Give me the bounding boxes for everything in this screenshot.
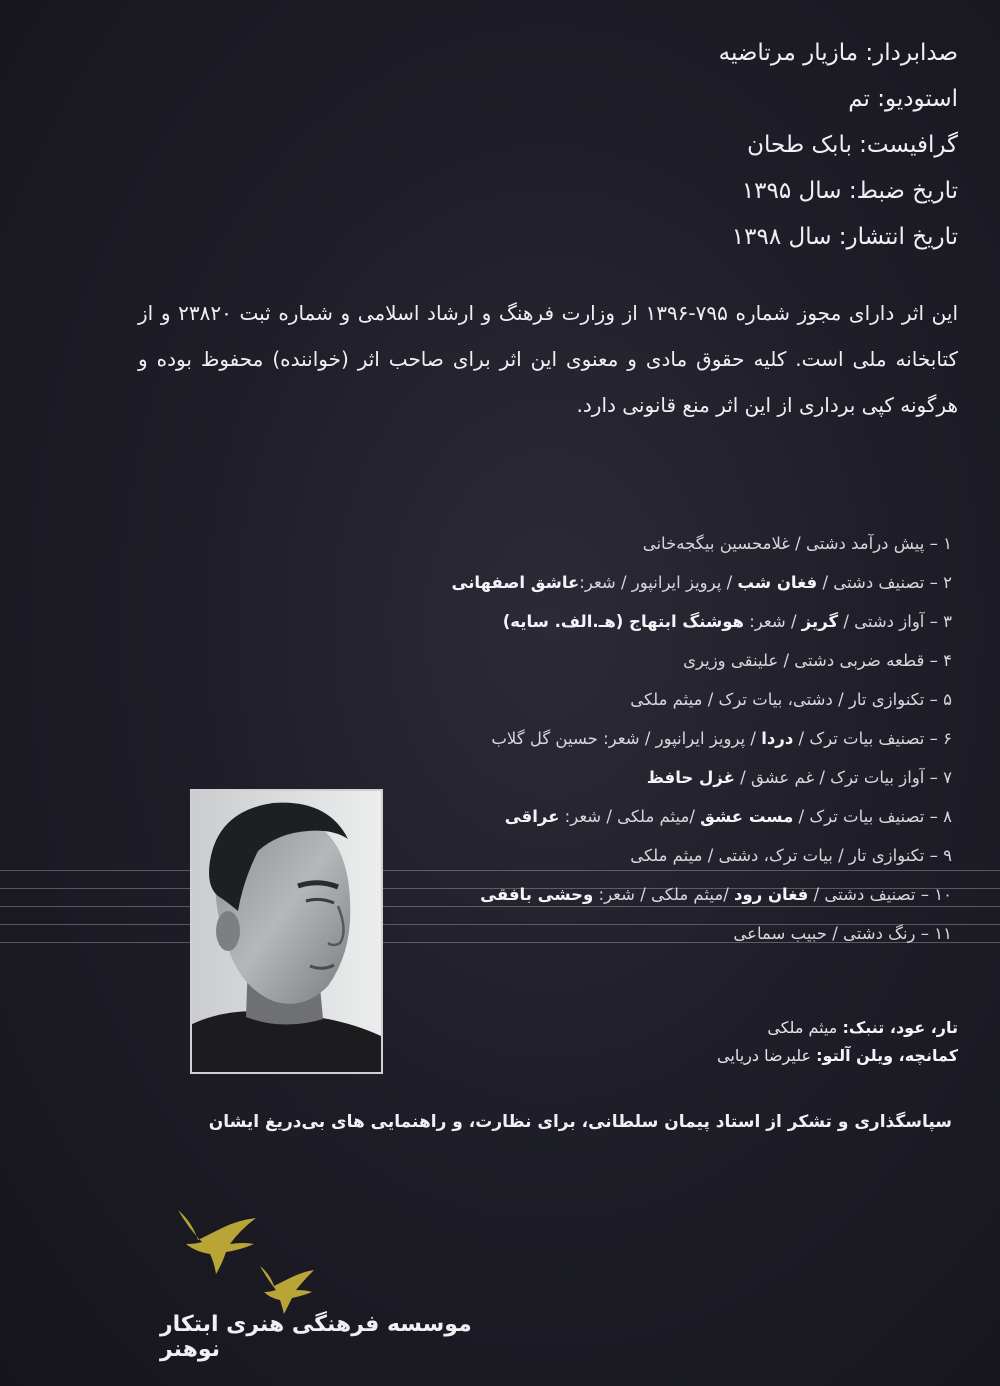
credit-studio: استودیو: تم — [848, 86, 958, 112]
track-3: ۳ – آواز دشتی / گریز / شعر: هوشنگ ابتهاج (هـ.الف. سایه) — [502, 612, 952, 631]
musicians-block — [458, 1014, 958, 1070]
track-4: ۴ – قطعه ضربی دشتی / علینقی وزیری — [683, 651, 952, 670]
license-notice: این اثر دارای مجوز شماره ۷۹۵-۱۳۹۶ از وزارت فرهنگ و ارشاد اسلامی و شماره ثبت ۲۳۸۲۰ و از کتابخانه ملی است. کلیه حقوق مادی و معنوی این اثر برای صاحب اثر (خواننده) محفوظ بوده و هرگونه کپی برداری از این اثر منع قانونی دارد. — [138, 301, 958, 417]
credits-block — [358, 30, 958, 260]
track-9: ۹ – تکنوازی تار / بیات ترک، دشتی / میثم ملکی — [630, 846, 952, 865]
portrait-photo — [190, 789, 383, 1074]
credit-graphic-designer: گرافیست: بابک طحان — [747, 132, 958, 158]
credit-recording-date: تاریخ ضبط: سال ۱۳۹۵ — [741, 178, 958, 204]
publisher-name: موسسه فرهنگی هنری ابتکار نوهنر — [160, 1312, 472, 1362]
track-list — [312, 524, 952, 953]
track-5: ۵ – تکنوازی تار / دشتی، بیات ترک / میثم ملکی — [630, 690, 952, 709]
track-11: ۱۱ – رنگ دشتی / حبیب سماعی — [733, 924, 952, 943]
track-10: ۱۰ – تصنیف دشتی / فغان رود /میثم ملکی / شعر: وحشی بافقی — [480, 885, 952, 904]
credit-sound-engineer: صدابردار: مازیار مرتاضیه — [718, 40, 958, 66]
track-6: ۶ – تصنیف بیات ترک / دردا / پرویز ایرانپور / شعر: حسین گل گلاب — [491, 729, 952, 748]
bird-icon — [160, 1200, 360, 1320]
track-2: ۲ – تصنیف دشتی / فغان شب / پرویز ایرانپور / شعر:عاشق اصفهانی — [451, 573, 952, 592]
track-7: ۷ – آواز بیات ترک / غم عشق / غزل حافظ — [646, 768, 952, 787]
credit-release-date: تاریخ انتشار: سال ۱۳۹۸ — [731, 224, 958, 250]
musician-tar: تار، عود، تنبک: میثم ملکی — [767, 1018, 958, 1037]
track-1: ۱ – پیش درآمد دشتی / غلامحسین بیگجه‌خانی — [642, 534, 952, 553]
track-8: ۸ – تصنیف بیات ترک / مست عشق /میثم ملکی / شعر: عراقی — [504, 807, 952, 826]
acknowledgement: سپاسگذاری و تشکر از استاد پیمان سلطانی، برای نظارت، و راهنمایی های بی‌دریغ ایشان — [208, 1112, 952, 1132]
musician-kamancheh: کمانچه، ویلن آلتو: علیرضا دریایی — [717, 1046, 958, 1065]
